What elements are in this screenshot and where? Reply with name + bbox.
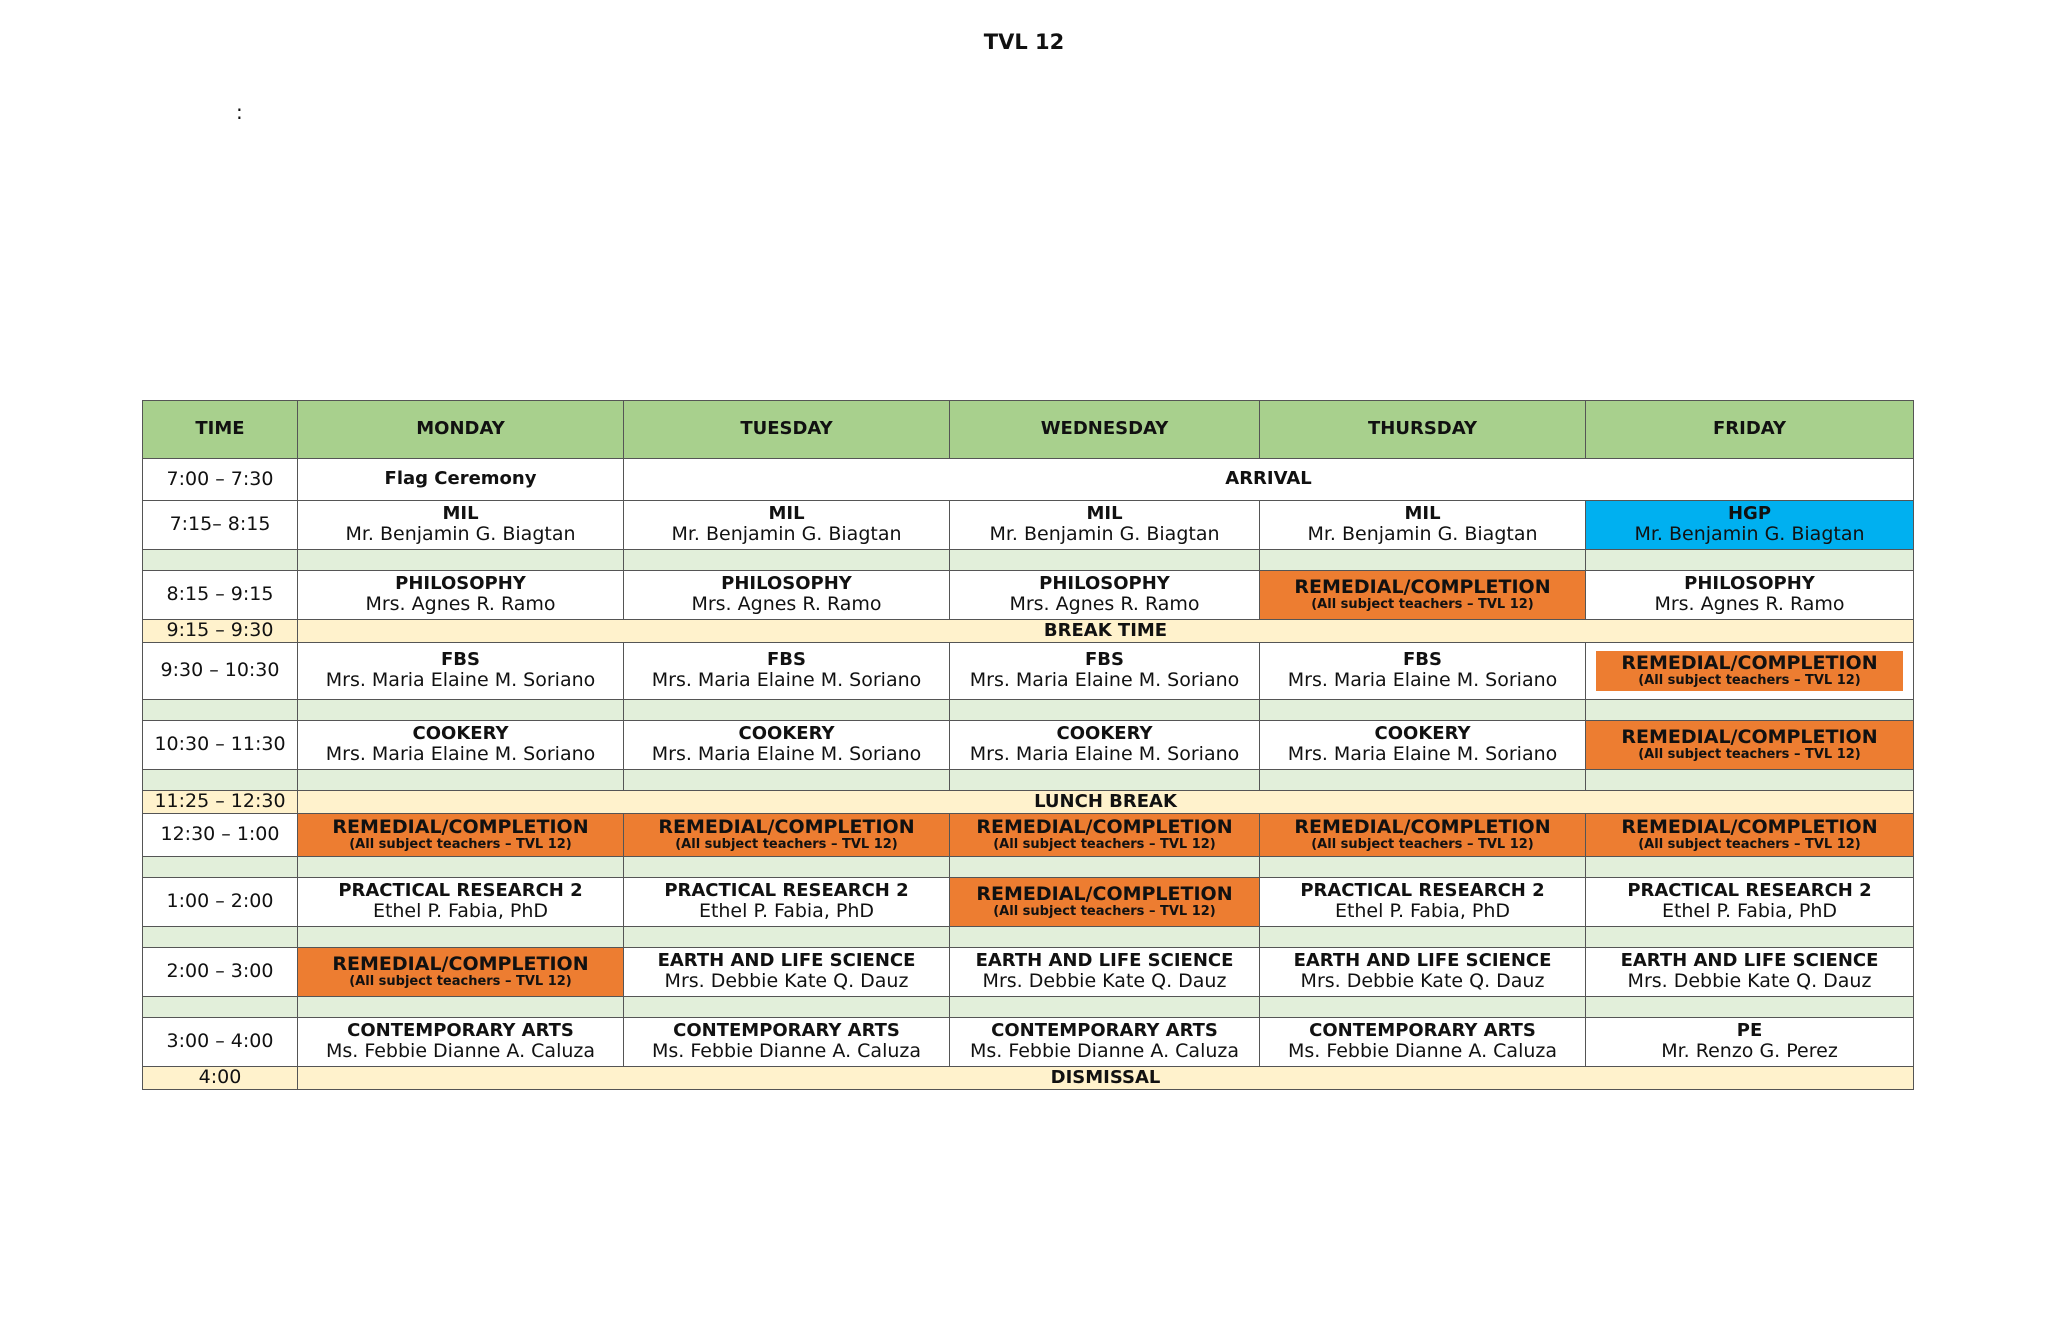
class-cell: [1260, 643, 1586, 700]
time-cell: 7:00 – 7:30: [143, 459, 298, 501]
subject-label: CONTEMPORARY ARTS: [673, 1019, 900, 1041]
teacher-label: Ethel P. Fabia, PhD: [1661, 900, 1838, 923]
teacher-label: Mrs. Maria Elaine M. Soriano: [969, 669, 1240, 692]
remedial-cell: [1586, 721, 1914, 770]
table-row: [143, 571, 1914, 620]
remedial-cell: [298, 814, 624, 857]
class-cell: [950, 501, 1260, 550]
class-cell: [624, 878, 950, 927]
hgp-cell: [1586, 501, 1914, 550]
header-wednesday: WEDNESDAY: [950, 401, 1260, 459]
class-cell: [298, 643, 624, 700]
subject-label: PHILOSOPHY: [1039, 572, 1170, 594]
class-cell: [624, 721, 950, 770]
class-cell: [298, 571, 624, 620]
remedial-cell: [1260, 814, 1586, 857]
teacher-label: Ethel P. Fabia, PhD: [1334, 900, 1511, 923]
subject-label: PHILOSOPHY: [1684, 572, 1815, 594]
class-cell: [1586, 948, 1914, 997]
class-cell: [1586, 878, 1914, 927]
teacher-label: Mrs. Maria Elaine M. Soriano: [325, 669, 596, 692]
subject-label: COOKERY: [412, 722, 509, 744]
remedial-cell: [950, 878, 1260, 927]
lunch-break-cell: LUNCH BREAK: [298, 791, 1914, 814]
remedial-subtitle: (All subject teachers – TVL 12): [1638, 837, 1861, 853]
subject-label: COOKERY: [1056, 722, 1153, 744]
class-cell: [950, 1018, 1260, 1067]
subject-label: FBS: [767, 648, 806, 670]
subject-label: FBS: [441, 648, 480, 670]
spacer-row: [143, 550, 1914, 571]
teacher-label: Mr. Benjamin G. Biagtan: [345, 523, 576, 546]
spacer-row: [143, 857, 1914, 878]
teacher-label: Mrs. Debbie Kate Q. Dauz: [664, 970, 909, 993]
teacher-label: Mrs. Debbie Kate Q. Dauz: [982, 970, 1227, 993]
class-cell: [624, 643, 950, 700]
teacher-label: Mrs. Agnes R. Ramo: [1009, 593, 1200, 616]
subject-label: CONTEMPORARY ARTS: [991, 1019, 1218, 1041]
remedial-subtitle: (All subject teachers – TVL 12): [1638, 673, 1861, 689]
remedial-title: REMEDIAL/COMPLETION: [1294, 575, 1551, 598]
remedial-cell: [298, 948, 624, 997]
class-cell: [624, 1018, 950, 1067]
remedial-cell: [1586, 814, 1914, 857]
teacher-label: Mrs. Maria Elaine M. Soriano: [969, 743, 1240, 766]
subject-label: MIL: [1404, 502, 1441, 524]
subject-label: CONTEMPORARY ARTS: [1309, 1019, 1536, 1041]
subject-label: PRACTICAL RESEARCH 2: [664, 879, 909, 901]
time-cell: 12:30 – 1:00: [143, 814, 298, 857]
time-cell: 8:15 – 9:15: [143, 571, 298, 620]
class-cell: [950, 643, 1260, 700]
table-row: [143, 814, 1914, 857]
table-row: [143, 1018, 1914, 1067]
class-cell: [1260, 878, 1586, 927]
remedial-box: [1596, 651, 1903, 692]
document-title: TVL 12: [983, 30, 1065, 54]
header-friday: FRIDAY: [1586, 401, 1914, 459]
subject-label: HGP: [1727, 502, 1772, 524]
time-cell: 9:15 – 9:30: [143, 620, 298, 643]
class-cell: [1260, 948, 1586, 997]
remedial-subtitle: (All subject teachers – TVL 12): [993, 837, 1216, 853]
class-cell: [1260, 721, 1586, 770]
flag-ceremony-cell: Flag Ceremony: [298, 459, 624, 501]
remedial-subtitle: (All subject teachers – TVL 12): [1311, 597, 1534, 613]
subject-label: EARTH AND LIFE SCIENCE: [975, 949, 1234, 971]
teacher-label: Mrs. Agnes R. Ramo: [691, 593, 882, 616]
remedial-title: REMEDIAL/COMPLETION: [1294, 815, 1551, 838]
subject-label: COOKERY: [1374, 722, 1471, 744]
time-cell: 9:30 – 10:30: [143, 643, 298, 700]
teacher-label: Mrs. Maria Elaine M. Soriano: [325, 743, 596, 766]
spacer-row: [143, 700, 1914, 721]
time-cell: 11:25 – 12:30: [143, 791, 298, 814]
class-cell: [950, 721, 1260, 770]
subject-label: MIL: [768, 502, 805, 524]
teacher-label: Ms. Febbie Dianne A. Caluza: [325, 1040, 596, 1063]
header-row: [143, 401, 1914, 459]
class-cell: [1260, 501, 1586, 550]
remedial-title: REMEDIAL/COMPLETION: [976, 815, 1233, 838]
remedial-subtitle: (All subject teachers – TVL 12): [349, 837, 572, 853]
table-row: [143, 459, 1914, 501]
subject-label: COOKERY: [738, 722, 835, 744]
teacher-label: Mrs. Maria Elaine M. Soriano: [1287, 669, 1558, 692]
subject-label: CONTEMPORARY ARTS: [347, 1019, 574, 1041]
header-time: TIME: [143, 401, 298, 459]
spacer-row: [143, 770, 1914, 791]
subject-label: PRACTICAL RESEARCH 2: [1300, 879, 1545, 901]
teacher-label: Ms. Febbie Dianne A. Caluza: [969, 1040, 1240, 1063]
subject-label: MIL: [442, 502, 479, 524]
subject-label: PRACTICAL RESEARCH 2: [1627, 879, 1872, 901]
remedial-title: REMEDIAL/COMPLETION: [1621, 651, 1878, 674]
teacher-label: Ethel P. Fabia, PhD: [698, 900, 875, 923]
teacher-label: Mr. Benjamin G. Biagtan: [1634, 523, 1865, 546]
time-cell: 3:00 – 4:00: [143, 1018, 298, 1067]
remedial-subtitle: (All subject teachers – TVL 12): [1311, 837, 1534, 853]
header-thursday: THURSDAY: [1260, 401, 1586, 459]
remedial-subtitle: (All subject teachers – TVL 12): [349, 974, 572, 990]
arrival-cell: ARRIVAL: [624, 459, 1914, 501]
class-cell: [298, 501, 624, 550]
subject-label: PE: [1736, 1019, 1763, 1041]
table-row: [143, 878, 1914, 927]
remedial-title: REMEDIAL/COMPLETION: [1621, 725, 1878, 748]
table-row: [143, 643, 1914, 700]
subject-label: EARTH AND LIFE SCIENCE: [1620, 949, 1879, 971]
class-schedule-table: [142, 400, 1914, 1090]
teacher-label: Mrs. Debbie Kate Q. Dauz: [1300, 970, 1545, 993]
remedial-subtitle: (All subject teachers – TVL 12): [1638, 747, 1861, 763]
remedial-cell: [950, 814, 1260, 857]
class-cell: [950, 948, 1260, 997]
class-cell: [298, 1018, 624, 1067]
remedial-title: REMEDIAL/COMPLETION: [976, 882, 1233, 905]
remedial-cell: [1260, 571, 1586, 620]
teacher-label: Mrs. Debbie Kate Q. Dauz: [1627, 970, 1872, 993]
class-cell: [624, 948, 950, 997]
break-row: [143, 620, 1914, 643]
spacer-row: [143, 997, 1914, 1018]
teacher-label: Mr. Benjamin G. Biagtan: [1307, 523, 1538, 546]
subject-label: EARTH AND LIFE SCIENCE: [657, 949, 916, 971]
subject-label: FBS: [1403, 648, 1442, 670]
class-cell: [624, 571, 950, 620]
teacher-label: Mr. Renzo G. Perez: [1661, 1040, 1838, 1063]
time-cell: 2:00 – 3:00: [143, 948, 298, 997]
remedial-subtitle: (All subject teachers – TVL 12): [675, 837, 898, 853]
class-cell: [950, 571, 1260, 620]
class-cell: [624, 501, 950, 550]
table-row: [143, 501, 1914, 550]
teacher-label: Mrs. Agnes R. Ramo: [365, 593, 556, 616]
teacher-label: Mrs. Maria Elaine M. Soriano: [651, 743, 922, 766]
teacher-label: Mrs. Maria Elaine M. Soriano: [651, 669, 922, 692]
remedial-title: REMEDIAL/COMPLETION: [658, 815, 915, 838]
remedial-title: REMEDIAL/COMPLETION: [1621, 815, 1878, 838]
remedial-cell: [624, 814, 950, 857]
teacher-label: Mrs. Maria Elaine M. Soriano: [1287, 743, 1558, 766]
subject-label: EARTH AND LIFE SCIENCE: [1293, 949, 1552, 971]
time-cell: 7:15– 8:15: [143, 501, 298, 550]
colon-mark: :: [236, 100, 243, 124]
teacher-label: Ms. Febbie Dianne A. Caluza: [1287, 1040, 1558, 1063]
break-time-cell: BREAK TIME: [298, 620, 1914, 643]
lunch-row: [143, 791, 1914, 814]
teacher-label: Mrs. Agnes R. Ramo: [1654, 593, 1845, 616]
subject-label: PHILOSOPHY: [395, 572, 526, 594]
class-cell: [298, 878, 624, 927]
teacher-label: Mr. Benjamin G. Biagtan: [989, 523, 1220, 546]
table-row: [143, 721, 1914, 770]
remedial-title: REMEDIAL/COMPLETION: [332, 815, 589, 838]
header-tuesday: TUESDAY: [624, 401, 950, 459]
time-cell: 10:30 – 11:30: [143, 721, 298, 770]
table-row: [143, 948, 1914, 997]
remedial-title: REMEDIAL/COMPLETION: [332, 952, 589, 975]
time-cell: 4:00: [143, 1067, 298, 1090]
class-cell: [1586, 571, 1914, 620]
time-cell: 1:00 – 2:00: [143, 878, 298, 927]
subject-label: PHILOSOPHY: [721, 572, 852, 594]
subject-label: FBS: [1085, 648, 1124, 670]
subject-label: PRACTICAL RESEARCH 2: [338, 879, 583, 901]
remedial-subtitle: (All subject teachers – TVL 12): [993, 904, 1216, 920]
remedial-cell: [1586, 643, 1914, 700]
teacher-label: Mr. Benjamin G. Biagtan: [671, 523, 902, 546]
class-cell: [1586, 1018, 1914, 1067]
class-cell: [298, 721, 624, 770]
dismissal-cell: DISMISSAL: [298, 1067, 1914, 1090]
class-cell: [1260, 1018, 1586, 1067]
spacer-row: [143, 927, 1914, 948]
teacher-label: Ms. Febbie Dianne A. Caluza: [651, 1040, 922, 1063]
teacher-label: Ethel P. Fabia, PhD: [372, 900, 549, 923]
header-monday: MONDAY: [298, 401, 624, 459]
subject-label: MIL: [1086, 502, 1123, 524]
dismissal-row: [143, 1067, 1914, 1090]
